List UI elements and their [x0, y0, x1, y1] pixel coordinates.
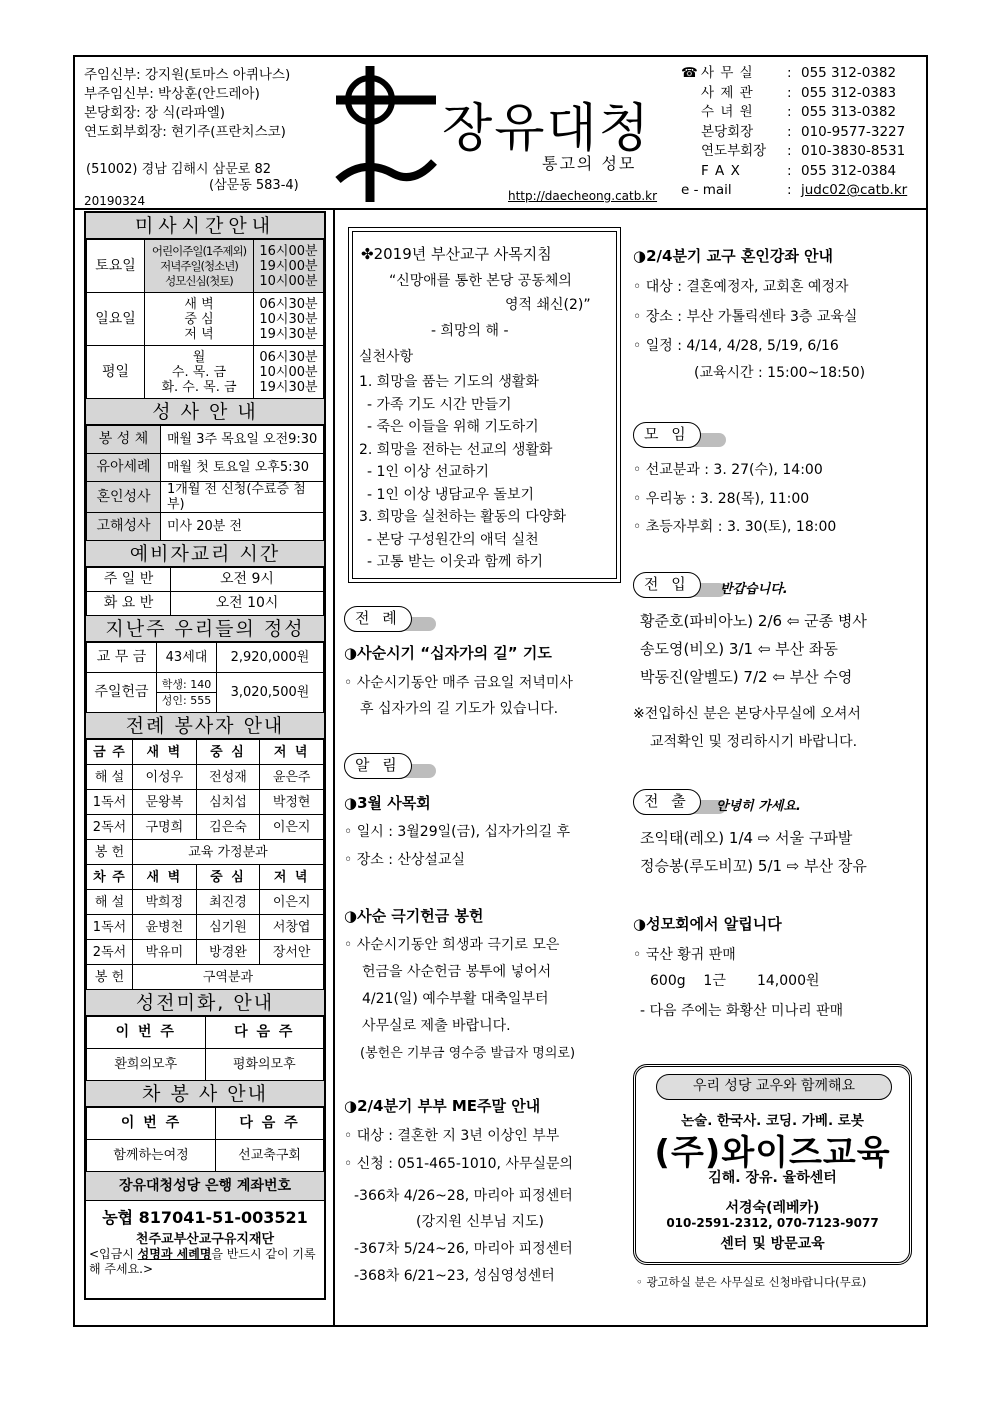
staff-line: 부주임신부: 박상훈(안드레아): [84, 86, 260, 102]
meeting-tag: 모 임: [633, 422, 701, 448]
ad-subjects: 논술. 한국사. 코딩. 가베. 로봇: [681, 1113, 864, 1129]
liturgy-table: 금 주 새 벽 중 심 저 녁 해 설 이성우 전성재 윤은주 1독서 문왕복 심치섭 박정현 2독서 구명희 김은숙 이은지 봉 헌 교육 가정분과 차 주 새 벽 중 심 저 녁 해 설 박희정 최진경 이은지 1독서 윤병천 심기원 서창엽 2독서 박유미 방경완 장서안 봉 헌 구역분과: [86, 739, 324, 990]
header-divider: [73, 208, 928, 210]
staff-list: [84, 66, 290, 142]
staff-line: 연도회부회장: 현기주(프란치스코): [84, 124, 286, 140]
transfer-in-tag: 전 입: [633, 572, 701, 598]
mass-times-table: 토요일 어린이주일(1주제외) 저녁주일(청소년) 성모신심(첫토) 16시00분 19시00분 10시00분 일요일 새 벽 중 심 저 녁 06시30분 10시30분 19시30분 평일 월 수. 목. 금 화. 수. 목. 금 06시30분 10시00분 19시30분: [86, 239, 324, 399]
staff-line: 본당회장: 장 식(라파엘): [84, 105, 226, 121]
liturgy-title: 전례 봉사자 안내: [86, 713, 324, 739]
ad-phones: 010-2591-2312, 070-7123-9077: [666, 1216, 879, 1230]
tea-title: 차 봉 사 안내: [86, 1081, 324, 1107]
notice-head-2: ◑사순 극기헌금 봉헌: [344, 907, 484, 925]
altar-table: 이 번 주 다 음 주 환희의모후 평화의모후: [86, 1016, 324, 1081]
info-sidebar: [84, 211, 326, 1300]
bank-holder: 천주교부산교구유지재단: [135, 1232, 275, 1247]
legio-head: ◑성모회에서 알립니다: [633, 915, 782, 933]
welcome-text: 반갑습니다.: [720, 582, 788, 597]
ad-branch: 김해. 장유. 율하센터: [708, 1170, 837, 1186]
altar-title: 성전미화, 안내: [86, 990, 324, 1016]
mass-times-title: 미사시간안내: [86, 213, 324, 239]
newsletter-title: 장유대청: [442, 99, 651, 159]
pastoral-quote: “신망애를 통한 본당 공동체의: [389, 273, 572, 289]
ad-banner: 우리 성당 교우와 함께해요: [656, 1074, 892, 1100]
catechumen-table: 주 일 반 오전 9시 화 요 반 오전 10시: [86, 567, 324, 616]
ad-footnote: ◦ 광고하실 분은 사무실로 신청바랍니다(무료): [636, 1275, 867, 1289]
bank-account: 농협 817041-51-003521: [102, 1208, 308, 1227]
bank-note: <입금시 성명과 세례명을 반드시 같이 기록해 주세요.>: [89, 1247, 316, 1276]
ad-person: 서경숙(레베카): [725, 1200, 820, 1216]
column-divider: [333, 209, 335, 1327]
offering-title: 지난주 우리들의 정성: [86, 616, 324, 642]
catechumen-title: 예비자교리 시간: [86, 541, 324, 567]
issue-date: 20190324: [84, 194, 146, 208]
contact-list: ☎ 사 무 실 : 055 312-0382 사 제 관 : 055 312-0383 수 녀 원 : 055 313-0382 본당회장 : 010-9577-3227 연도부회장 : 010-3830-8531 F A X : 055 312-0384 e - mail : judc02@catb.kr: [681, 64, 907, 201]
bank-title: 장유대청성당 은행 계좌번호: [86, 1172, 324, 1201]
phone-icon: ☎: [681, 65, 698, 81]
email-link[interactable]: judc02@catb.kr: [801, 182, 908, 198]
liturgy-tag: 전 례: [344, 606, 412, 632]
sacraments-table: 봉 성 체 매월 3주 목요일 오전9:30 유아세례 매월 첫 토요일 오후5:30 혼인성사 1개월 전 신청(수료증 첨부) 고해성사 미사 20분 전: [86, 425, 324, 541]
transfer-out-tag: 전 출: [633, 789, 701, 815]
diocese-emblem-icon: ✤: [361, 245, 374, 263]
practice-list: 1. 희망을 품는 기도의 생활화 - 가족 기도 시간 만들기 - 죽은 이들을 위해 기도하기 2. 희망을 전하는 선교의 생활화 - 1인 이상 선교하기 - 1인 이상 냉담교우 돌보기 3. 희망을 실천하는 활동의 다양화 - 본당 구성원간의 애덕 실천 - 고통 받는 이웃과 함께 하기: [359, 374, 566, 570]
farewell-text: 안녕히 가세요.: [716, 799, 801, 814]
notice-head-3: ◑2/4분기 부부 ME주말 안내: [344, 1097, 541, 1115]
offering-table: 교 무 금 43세대 2,920,000원 주일헌금 학생: 140 성인: 555 3,020,500원: [86, 642, 324, 713]
notice-head-1: ◑3월 사목회: [344, 794, 431, 812]
address-line2: (삼문동 583-4): [209, 178, 299, 193]
website-link[interactable]: http://daecheong.catb.kr: [508, 189, 658, 203]
tea-table: 이 번 주 다 음 주 함께하는여정 선교축구회: [86, 1107, 324, 1172]
marriage-head: ◑2/4분기 교구 혼인강좌 안내: [633, 247, 834, 265]
pastoral-theme: - 희망의 해 -: [431, 323, 509, 339]
pastoral-box: [348, 227, 621, 583]
ad-type: 센터 및 방문교육: [720, 1236, 825, 1252]
notice-tag: 알 림: [344, 753, 412, 779]
address-line1: (51002) 경남 김해시 삼문로 82: [86, 162, 272, 177]
ad-company: (주)와이즈교육: [654, 1133, 891, 1173]
cross-logo-icon: [334, 62, 444, 207]
pastoral-quote-cont: 영적 쇄신(2)”: [505, 297, 591, 313]
liturgy-notice-head: ◑사순시기 “십자가의 길” 기도: [344, 644, 552, 662]
staff-line: 주임신부: 강지원(토마스 아퀴나스): [84, 67, 291, 83]
pastoral-title: ✤2019년 부산교구 사목지침: [361, 245, 552, 263]
ad-box: [633, 1064, 912, 1265]
newsletter-subtitle: 통고의 성모: [542, 154, 637, 173]
practice-label: 실천사항: [359, 349, 414, 365]
sacraments-title: 성 사 안 내: [86, 399, 324, 425]
